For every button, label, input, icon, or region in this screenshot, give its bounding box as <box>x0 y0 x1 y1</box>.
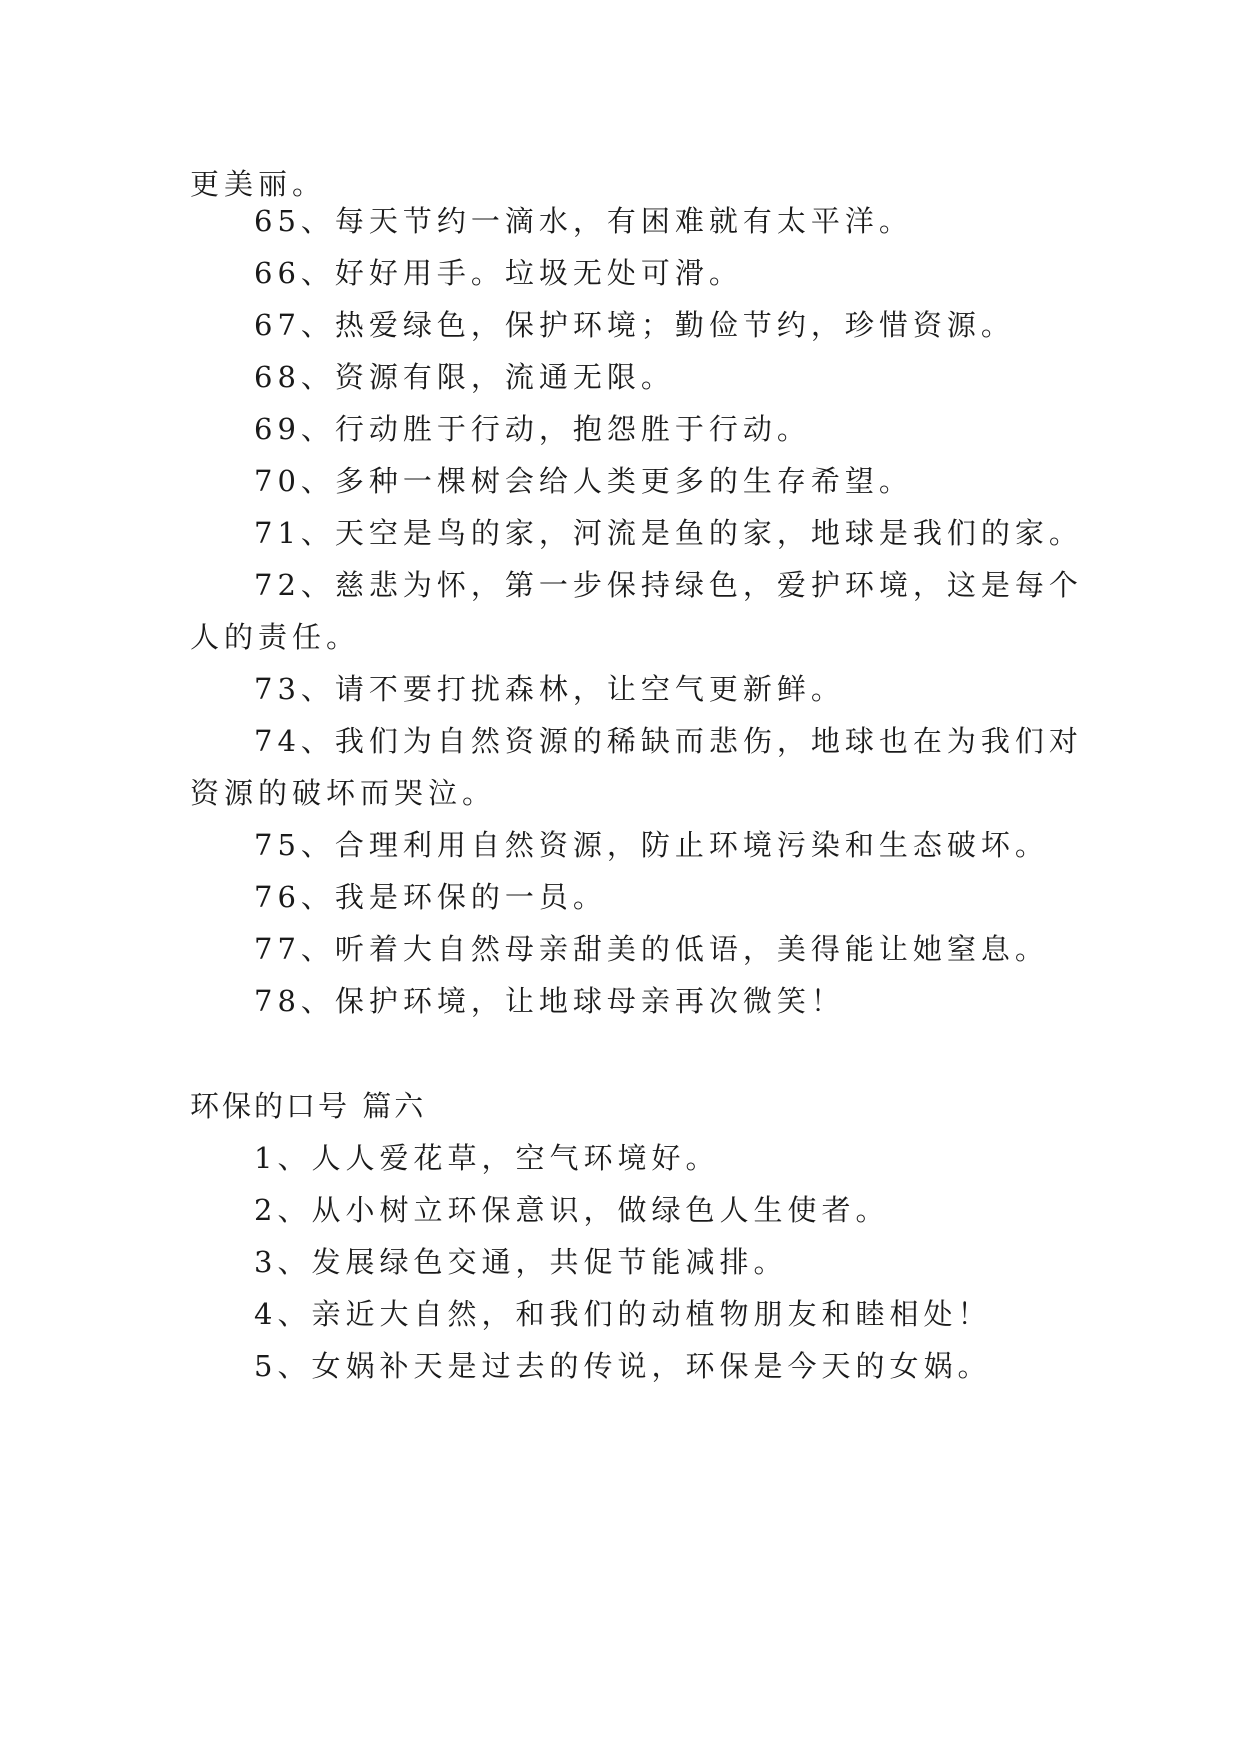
slogan-78: 78、保护环境，让地球母亲再次微笑！ <box>254 984 845 1018</box>
slogan-72: 72、慈悲为怀，第一步保持绿色，爱护环境，这是每个 <box>254 568 1083 602</box>
slogan-5: 5、女娲补天是过去的传说，环保是今天的女娲。 <box>254 1349 992 1383</box>
slogan-1: 1、人人爱花草，空气环境好。 <box>254 1141 720 1175</box>
slogan-72-continuation: 人的责任。 <box>190 620 361 654</box>
slogan-69: 69、行动胜于行动，抱怨胜于行动。 <box>254 412 811 446</box>
slogan-3: 3、发展绿色交通，共促节能减排。 <box>254 1245 788 1279</box>
slogan-66: 66、好好用手。垃圾无处可滑。 <box>254 256 743 290</box>
slogan-76: 76、我是环保的一员。 <box>254 880 607 914</box>
slogan-74-continuation: 资源的破坏而哭泣。 <box>190 776 497 810</box>
slogan-70: 70、多种一棵树会给人类更多的生存希望。 <box>254 464 913 498</box>
slogan-75: 75、合理利用自然资源，防止环境污染和生态破坏。 <box>254 828 1049 862</box>
slogan-74: 74、我们为自然资源的稀缺而悲伤，地球也在为我们对 <box>254 724 1083 758</box>
slogan-77: 77、听着大自然母亲甜美的低语，美得能让她窒息。 <box>254 932 1049 966</box>
section-heading: 环保的口号 篇六 <box>190 1089 427 1123</box>
slogan-67: 67、热爱绿色，保护环境；勤俭节约，珍惜资源。 <box>254 308 1015 342</box>
paragraph-continuation: 更美丽。 <box>190 167 327 201</box>
slogan-4: 4、亲近大自然，和我们的动植物朋友和睦相处！ <box>254 1297 992 1331</box>
slogan-73: 73、请不要打扰森林，让空气更新鲜。 <box>254 672 845 706</box>
slogan-68: 68、资源有限，流通无限。 <box>254 360 675 394</box>
slogan-2: 2、从小树立环保意识，做绿色人生使者。 <box>254 1193 890 1227</box>
slogan-65: 65、每天节约一滴水，有困难就有太平洋。 <box>254 204 913 238</box>
slogan-71: 71、天空是鸟的家，河流是鱼的家，地球是我们的家。 <box>254 516 1083 550</box>
